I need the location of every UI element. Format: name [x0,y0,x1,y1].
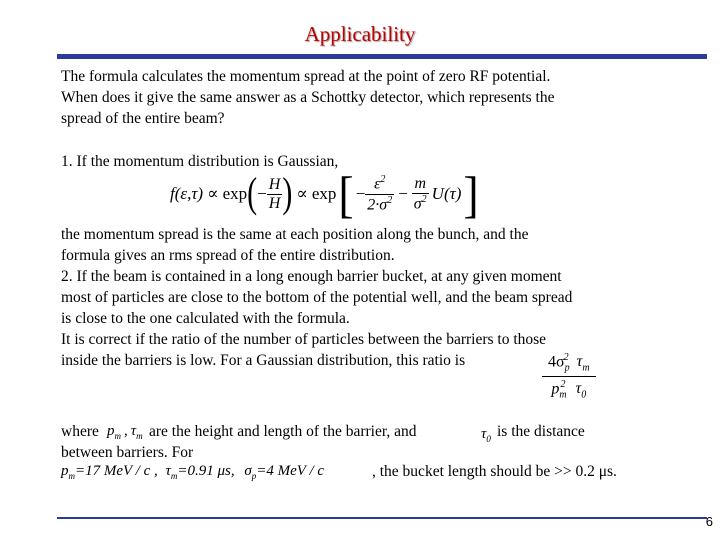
intro-line-1: The formula calculates the momentum spread at the point of zero RF potential. [61,68,551,85]
ratio-den-tau: τ [575,379,582,397]
where-line-tail: is the distance [497,423,585,440]
point-1-lead: 1. If the momentum distribution is Gaussian, [61,153,339,170]
value-p-sub: m [68,471,75,481]
page-number: 6 [705,514,713,529]
slide-title: Applicability [304,22,416,46]
eq-epsilon: ε [374,175,381,193]
value-sigma: =4 MeV / c [256,463,325,479]
eq-two-sigma-square: 2 [387,194,393,206]
title-underline [57,54,707,59]
inline-p: p [107,423,115,439]
inline-comma: , [124,423,128,439]
point-1-line-1: the momentum spread is the same at each position along the bunch, and the [61,226,529,243]
between-line: between barriers. For [61,444,194,461]
point-3-line-2: inside the barriers is low. For a Gaussian distribution, this ratio is [61,352,466,369]
inline-tau0 [481,426,491,444]
parameter-values [61,463,324,481]
value-p: =17 MeV / c , [75,463,158,479]
eq-H-bar: H [268,194,281,212]
value-tau-label: τ [165,463,171,479]
gaussian-equation: f(ε,τ) ∝ exp ( − $\frac{H}{H}$ ) ∝ exp [ − $\frac{\varepsilon^2}{2\cdot\sigma^2}$ − $\frac{m}{\sigma^2}$ U(τ) ] [170,165,479,223]
eq-sigma: σ [413,195,422,213]
eq-m: m [412,175,429,194]
where-word: where [61,423,99,440]
value-sigma-label: σ [244,463,252,479]
bucket-line: , the bucket length should be >> 0.2 μs. [372,463,617,480]
inline-p-sub: m [114,431,121,441]
value-tau: =0.91 μs, [177,463,235,479]
point-2-line-3: is close to the one calculated with the formula. [61,310,350,327]
inline-pm-taum [107,423,143,441]
inline-tau: τ [130,423,137,439]
eq-exp-2: exp [311,184,337,203]
eq-proportional-1: ∝ [207,184,219,203]
eq-two-sigma: 2·σ [367,195,388,213]
inline-tau-sub: m [136,431,143,441]
ratio-num-tau: τ [576,353,583,371]
inline-tau0-sub: 0 [486,434,491,444]
inline-tau0-symbol: τ [481,426,487,442]
ratio-den-p: p [551,379,560,397]
eq-exp-1: exp [222,184,248,203]
eq-sigma-square: 2 [421,193,427,205]
point-2-line-2: most of particles are close to the bottom of the potential well, and the beam spread [61,289,573,306]
intro-line-3: spread of the entire beam? [61,110,225,127]
ratio-num-tau-sub: m [582,362,590,374]
ratio-num-square: 2 [563,352,569,363]
intro-line-2: When does it give the same answer as a Schottky detector, which represents the [61,89,555,106]
value-tau-sub: m [170,471,178,481]
point-1-line-2: formula gives an rms spread of the entire distribution. [61,247,395,264]
value-p-label: p [61,463,69,479]
ratio-den-square: 2 [560,378,566,390]
point-2-line-1: 2. If the beam is contained in a long enough barrier bucket, at any given moment [61,268,562,285]
eq-H: H [268,175,281,193]
ratio-numerator: 4σ [548,353,565,371]
ratio-equation [542,352,596,400]
ratio-den-tau-sub: 0 [581,389,587,401]
eq-epsilon-square: 2 [380,174,386,186]
ratio-num-sub: p [564,362,570,374]
value-sigma-sub: p [251,471,257,481]
where-line-rest: are the height and length of the barrier, and [149,423,417,440]
eq-proportional-2: ∝ [296,184,308,203]
footer-rule [57,517,707,519]
eq-lhs: f(ε,τ) [170,184,204,203]
eq-potential: U(τ) [431,184,462,203]
point-3-line-1: It is correct if the ratio of the number of particles between the barriers to those [61,331,547,348]
ratio-den-p-sub: m [559,389,567,401]
